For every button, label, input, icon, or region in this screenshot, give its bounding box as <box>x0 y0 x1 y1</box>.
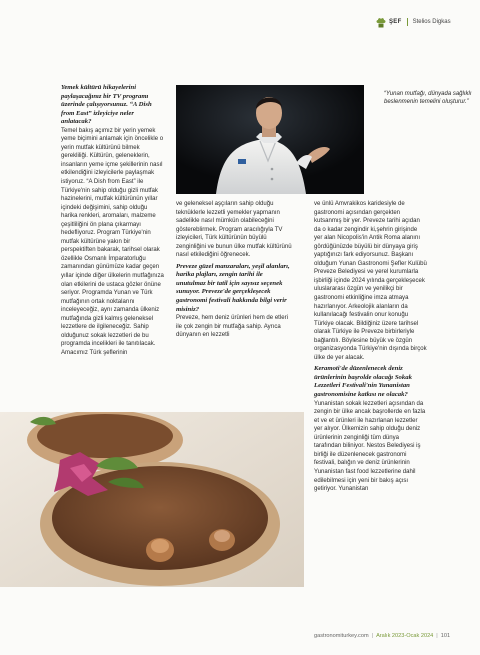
footer-issue: Aralık 2023-Ocak 2024 <box>376 633 434 639</box>
page-footer <box>314 633 450 639</box>
question-1: Yemek kültürü hikayelerini paylaşacağınız bir TV programı üzerinde çalışıyorsunuz. “A Dish from East” izleyiciye neler anlatacak? <box>61 84 152 126</box>
section-label: ŞEF <box>389 19 402 25</box>
author-name: Stelios Digkas <box>412 19 451 25</box>
page-number: 101 <box>440 633 451 639</box>
chef-photo <box>176 85 364 194</box>
chef-hat-icon <box>376 16 386 28</box>
footer-site: gastronomiturkey.com <box>314 633 369 639</box>
answer-1: Temel bakış açımız bir yerin yemek yeme biçimini anlamak için öncelikle o yerin mutfak kültürünü bilmek gerekliliği. Kültürün, geleneklerin, insanların yeme içme şekillerinin nasıl etkilendiğini izleyicilerle paylaşmak istiyoruz. “A Dish from East” ile Türkiye'nin sahip olduğu gizli mutfak hazinelerini, mutfak kültürünün yıllar içindeki değişimini, sahip olduğu harika renkleri, aromaları, malzeme çeşitliliğini ön plana çıkarmayı hedefliyoruz. Program Türkiye'nin mutfak kültürüne yakın bir perspektiften bakarak, tarihsel olarak özellikle Osmanlı İmparatorluğu zamanından günümüze kadar geçen yıllar içinde diğer ülkelerin mutfağınıza olan etkilerini de ustaca gözler önüne seriyor. Programda Yunan ve Türk mutfağının ortak noktalarını inceleyeceğiz, aynı zamanda ülkeniz mutfağında gizli kalmış geleneksel lezzetlere de ilgileneceğiz. Sahip olduğunuz sokak lezzetleri de bu programda incelikleri ile tanıtılacak. Amacımız Türk şeflerinin <box>61 127 164 356</box>
answer-2: Preveze, hem deniz ürünleri hem de etleri ile çok zengin bir mutfağa sahip. Ayrıca dünyanın en lezzetli <box>176 315 288 339</box>
answer-2-continued: ve ünlü Amvrakikos karidesiyle de gastronomi açısından gerçekten kutsanmış bir yer. Preveze tarihi açıdan da o kadar zengindir ki,şehrin girişinde yer alan Nicopolis'in Antik Roma alanını gördüğünüzde büyülü bir dünyaya giriş yaptığınızı fark ediyorsunuz. Başkanı olduğum Yunan Gastronomi Şefler Kulübü Preveze Belediyesi ve yerel kurumlarla işbirliği içinde 2024 yılında gerçekleşecek uluslararası özgün ve yenilikçi bir gastronomi etkinliğine imza atmaya hazırlanıyor. Arkeolojik alanların da kullanılacağı festivalin onur konuğu Türkiye olacak. Bildiğiniz üzere tarihsel olarak Türkiye ile Preveze birbirleriyle bağlantılı. Böylesine büyük ve özgün organizasyonda Türkiye'nin dışında birçok ülke de yer alacak. <box>314 201 427 361</box>
pull-quote: “Yunan mutfağı, dünyada sağlıklı beslenmenin temelini oluşturur.” <box>384 91 472 106</box>
footer-divider: | <box>436 633 438 639</box>
question-2: Preveze güzel manzaraları, yeşil alanları, harika plajları, zengin tarihi ile unutulmaz bir tatil için sayısız seçenek sunuyor. Preveze'de gerçekleşecek gastronomi festivali hakkında bilgi verir misiniz? <box>176 262 290 313</box>
footer-divider: | <box>371 633 374 639</box>
column-2 <box>176 200 293 340</box>
page-header <box>376 15 451 29</box>
column-1 <box>61 84 165 358</box>
food-photo <box>0 412 304 587</box>
column-3 <box>314 200 427 494</box>
answer-1-continued: ve geleneksel aşçıların sahip olduğu teknüklerle lezzetli yemekler yapmanın sadelikle nasıl mümkün olabileceğini göstereblirmek. Program aracılığıyla TV izleyicileri, Türk kültürünün büyülü zenginliğini ve bunun ülke mutfak kültürünü nasıl etkilediğini öğrenecek. <box>176 201 292 259</box>
answer-3: Yunanistan sokak lezzetleri açısından da zengin bir ülke ancak başrollerde en fazla et ve et ürünleri ile hazırlanan lezzetler yer alıyor. Ülkemizin sahip olduğu deniz ürünlerinin zenginliği tüm dünya tarafından biliniyor. Nestos Belediyesi iş birliği ile düzenlenecek gastronomi festivali, balığın ve deniz ürünlerinin Yunanistan fast food lezzetlerine dahil edilebilmesi için yeni bir bakış açısı getiriyor. Yunanistan <box>314 400 426 493</box>
question-3: Keramoti'de düzenlenecek deniz ürünlerinin başrolde olacağı Sokak Lezzetleri Festivali'nin Yunanistan gastronomisine katkısı ne olacak? <box>314 365 412 399</box>
header-divider <box>407 18 408 26</box>
